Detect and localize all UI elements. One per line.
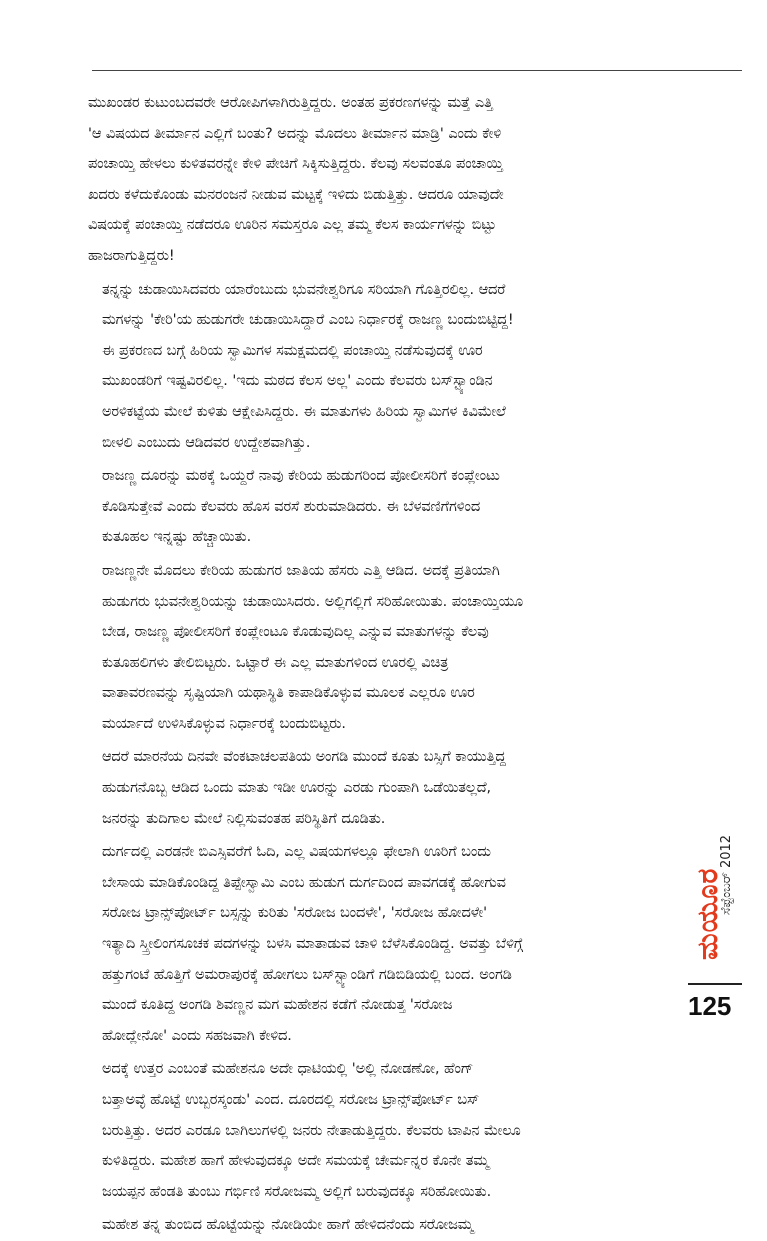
text-line: ಅರಳಿಕಟ್ಟೆಯ ಮೇಲೆ ಕುಳಿತು ಆಕ್ಷೇಪಿಸಿದ್ದರು. ಈ ಮಾತುಗಳು ಹಿರಿಯ ಸ್ವಾಮಿಗಳ ಕಿವಿಮೇಲೆ [102, 403, 506, 420]
magazine-sidebar [688, 795, 738, 1005]
text-line: ಕುತೂಹಲ ಇನ್ನಷ್ಟು ಹೆಚ್ಚಾಯಿತು. [102, 529, 252, 546]
text-line: ಮಹೇಶ ತನ್ನ ತುಂಬಿದ ಹೊಟ್ಟೆಯನ್ನು ನೋಡಿಯೇ ಹಾಗೆ ಹೇಳಿದನೆಂದು ಸರೋಜಮ್ಮ [102, 1217, 474, 1234]
text-line: ದುರ್ಗದಲ್ಲಿ ಎರಡನೇ ಬಿಎಸ್ಸಿವರೆಗೆ ಓದಿ, ಎಲ್ಲ ವಿಷಯಗಳಲ್ಲೂ ಫೇಲಾಗಿ ಊರಿಗೆ ಬಂದು [102, 844, 491, 861]
text-line: ಕೊಡಿಸುತ್ತೇವೆ ಎಂದು ಕೆಲವರು ಹೊಸ ವರಸೆ ಶುರುಮಾಡಿದರು. ಈ ಬೆಳವಣಿಗೆಗಳಿಂದ [102, 498, 481, 515]
text-line: ಹುಡುಗರು ಭುವನೇಶ್ವರಿಯನ್ನು ಚುಡಾಯಿಸಿದರು. ಅಲ್ಲಿಗಲ್ಲಿಗೆ ಸರಿಹೋಯಿತು. ಪಂಚಾಯ್ತಿಯೂ [102, 593, 524, 610]
paragraph [88, 88, 683, 272]
text-line: ಬೇಸಾಯ ಮಾಡಿಕೊಂಡಿದ್ದ ತಿಪ್ಪೇಸ್ವಾಮಿ ಎಂಬ ಹುಡುಗ ದುರ್ಗದಿಂದ ಪಾವಗಡಕ್ಕೆ ಹೋಗುವ [102, 874, 506, 891]
text-line: 'ಆ ವಿಷಯದ ತೀರ್ಮಾನ ಎಲ್ಲಿಗೆ ಬಂತು? ಅದನ್ನು ಮೊದಲು ತೀರ್ಮಾನ ಮಾಡ್ರಿ' ಎಂದು ಕೇಳಿ [88, 125, 502, 142]
text-line: ಅದಕ್ಕೆ ಉತ್ತರ ಎಂಬಂತೆ ಮಹೇಶನೂ ಅದೇ ಧಾಟಿಯಲ್ಲಿ 'ಅಲ್ಲಿ ನೋಡಣೋ, ಹೆಂಗ್ [102, 1061, 474, 1078]
text-line: ಹೋದ್ಲೇನೋ' ಎಂದು ಸಹಜವಾಗಿ ಕೇಳಿದ. [102, 1027, 292, 1044]
article-body [88, 88, 683, 1241]
text-line: ಮಗಳನ್ನು 'ಕೇರಿ'ಯ ಹುಡುಗರೇ ಚುಡಾಯಿಸಿದ್ದಾರೆ ಎಂಬ ನಿರ್ಧಾರಕ್ಕೆ ರಾಜಣ್ಣ ಬಂದುಬಿಟ್ಟಿದ್ದ! [102, 312, 514, 329]
paragraph [88, 1054, 683, 1207]
text-line: ಹತ್ತುಗಂಟೆ ಹೊತ್ತಿಗೆ ಅಮರಾಪುರಕ್ಕೆ ಹೋಗಲು ಬಸ್‌ಸ್ಟ್ಯಾಂಡಿಗೆ ಗಡಿಬಿಡಿಯಲ್ಲಿ ಬಂದ. ಅಂಗಡಿ [102, 966, 512, 983]
text-line: ಪಂಚಾಯ್ತಿ ಹೇಳಲು ಕುಳಿತವರನ್ನೇ ಕೇಳಿ ಪೇಚಿಗೆ ಸಿಕ್ಕಿಸುತ್ತಿದ್ದರು. ಕೆಲವು ಸಲವಂತೂ ಪಂಚಾಯ್ತಿ [88, 156, 503, 173]
text-line: ವಾತಾವರಣವನ್ನು ಸೃಷ್ಟಿಯಾಗಿ ಯಥಾಸ್ಥಿತಿ ಕಾಪಾಡಿಕೊಳ್ಳುವ ಮೂಲಕ ಎಲ್ಲರೂ ಊರ [102, 685, 475, 702]
page-number-rule [688, 983, 742, 985]
paragraph [88, 837, 683, 1051]
text-line: ರಾಜಣ್ಣ ದೂರನ್ನು ಮಠಕ್ಕೆ ಒಯ್ದರೆ ನಾವು ಕೇರಿಯ ಹುಡುಗರಿಂದ ಪೋಲೀಸರಿಗೆ ಕಂಪ್ಲೇಂಟು [102, 468, 500, 485]
text-line: ರಾಜಣ್ಣನೇ ಮೊದಲು ಕೇರಿಯ ಹುಡುಗರ ಜಾತಿಯ ಹೆಸರು ಎತ್ತಿ ಆಡಿದ. ಅದಕ್ಕೆ ಪ್ರತಿಯಾಗಿ [102, 562, 500, 579]
text-line: ಕುತೂಹಲಿಗಳು ತೇಲಿಬಿಟ್ಟರು. ಒಟ್ಟಾರೆ ಈ ಎಲ್ಲ ಮಾತುಗಳಿಂದ ಊರಲ್ಲಿ ವಿಚಿತ್ರ [102, 654, 449, 671]
text-line: ಕುಳಿತಿದ್ದರು. ಮಹೇಶ ಹಾಗೆ ಹೇಳುವುದಕ್ಕೂ ಅದೇ ಸಮಯಕ್ಕೆ ಚೇರ್ಮನ್ನರ ಕೊನೇ ತಮ್ಮ [102, 1153, 489, 1170]
text-line: ಖದರು ಕಳೆದುಕೊಂಡು ಮನರಂಜನೆ ನೀಡುವ ಮಟ್ಟಕ್ಕೆ ಇಳಿದು ಬಿಡುತ್ತಿತ್ತು. ಆದರೂ ಯಾವುದೇ [88, 186, 504, 203]
text-line: ಬೇಡ, ರಾಜಣ್ಣ ಪೋಲೀಸರಿಗೆ ಕಂಪ್ಲೇಂಟೂ ಕೊಡುವುದಿಲ್ಲ ಎನ್ನುವ ಮಾತುಗಳನ್ನು ಕೆಲವು [102, 624, 489, 641]
text-line: ವಿಷಯಕ್ಕೆ ಪಂಚಾಯ್ತಿ ನಡೆದರೂ ಊರಿನ ಸಮಸ್ತರೂ ಎಲ್ಲ ತಮ್ಮ ಕೆಲಸ ಕಾರ್ಯಗಳನ್ನು ಬಿಟ್ಟು [88, 217, 497, 234]
text-line: ಜನರನ್ನು ತುದಿಗಾಲ ಮೇಲೆ ನಿಲ್ಲಿಸುವಂತಹ ಪರಿಸ್ಥಿತಿಗೆ ದೂಡಿತು. [102, 810, 386, 827]
text-line: ಬತ್ತಾಅವ್ಳೆ ಹೊಟ್ಟೆ ಉಬ್ಬರಸ್ಕಂಡು' ಎಂದ. ದೂರದಲ್ಲಿ ಸರೋಜ ಟ್ರಾನ್ಸ್‌ಪೋರ್ಟ್ ಬಸ್ [102, 1092, 480, 1108]
text-line: ಆದರೆ ಮಾರನೆಯ ದಿನವೇ ವೆಂಕಟಾಚಲಪತಿಯ ಅಂಗಡಿ ಮುಂದೆ ಕೂತು ಬಸ್ಸಿಗೆ ಕಾಯುತ್ತಿದ್ದ [102, 749, 506, 766]
page-number: 125 [688, 991, 732, 1021]
paragraph [88, 275, 683, 459]
text-line: ಈ ಪ್ರಕರಣದ ಬಗ್ಗೆ ಹಿರಿಯ ಸ್ವಾಮಿಗಳ ಸಮಕ್ಷಮದಲ್ಲಿ ಪಂಚಾಯ್ತಿ ನಡೆಸುವುದಕ್ಕೆ ಊರ [102, 342, 483, 359]
text-line: ಹಾಜರಾಗುತ್ತಿದ್ದರು! [88, 247, 175, 264]
paragraph [88, 556, 683, 740]
text-line: ಸರೋಜ ಟ್ರಾನ್ಸ್‌ಪೋರ್ಟ್ ಬಸ್ಸನ್ನು ಕುರಿತು 'ಸರೋಜ ಬಂದಳೇ', 'ಸರೋಜ ಹೋದಳೇ' [102, 905, 488, 922]
text-line: ಜಯಪ್ಪನ ಹೆಂಡತಿ ತುಂಬು ಗರ್ಭಿಣಿ ಸರೋಜಮ್ಮ ಅಲ್ಲಿಗೆ ಬರುವುದಕ್ಕೂ ಸರಿಹೋಯಿತು. [102, 1183, 492, 1200]
issue-date: ಸೆಪ್ಟೆಂಬರ್ 2012 [719, 834, 734, 915]
header-rule [92, 70, 742, 71]
paragraph [88, 742, 683, 834]
text-line: ಇತ್ಯಾದಿ ಸ್ತ್ರೀಲಿಂಗಸೂಚಕ ಪದಗಳನ್ನು ಬಳಸಿ ಮಾತಾಡುವ ಚಾಳಿ ಬೆಳೆಸಿಕೊಂಡಿದ್ದ. ಅವತ್ತು ಬೆಳಿಗ್ಗೆ [102, 936, 523, 953]
text-line: ಹುಡುಗನೊಬ್ಬ ಆಡಿದ ಒಂದು ಮಾತು ಇಡೀ ಊರನ್ನು ಎರಡು ಗುಂಪಾಗಿ ಒಡೆಯಿತಲ್ಲದೆ, [102, 780, 492, 797]
text-line: ತನ್ನನ್ನು ಚುಡಾಯಿಸಿದವರು ಯಾರೆಂಬುದು ಭುವನೇಶ್ವರಿಗೂ ಸರಿಯಾಗಿ ಗೊತ್ತಿರಲಿಲ್ಲ. ಆದರೆ [102, 281, 506, 298]
text-line: ಬರುತ್ತಿತ್ತು. ಅದರ ಎರಡೂ ಬಾಗಿಲುಗಳಲ್ಲಿ ಜನರು ನೇತಾಡುತ್ತಿದ್ದರು. ಕೆಲವರು ಟಾಪಿನ ಮೇಲೂ [102, 1122, 521, 1139]
text-line: ಮುಖಂಡರ ಕುಟುಂಬದವರೇ ಆರೋಪಿಗಳಾಗಿರುತ್ತಿದ್ದರು. ಅಂತಹ ಪ್ರಕರಣಗಳನ್ನು ಮತ್ತೆ ಎತ್ತಿ [88, 95, 493, 111]
text-line: ಮುಖಂಡರಿಗೆ ಇಷ್ಟವಿರಲಿಲ್ಲ. 'ಇದು ಮಠದ ಕೆಲಸ ಅಲ್ಲ' ಎಂದು ಕೆಲವರು ಬಸ್‌ಸ್ಟ್ಯಾಂಡಿನ [102, 373, 493, 390]
text-line: ಮುಂದೆ ಕೂತಿದ್ದ ಅಂಗಡಿ ಶಿವಣ್ಣನ ಮಗ ಮಹೇಶನ ಕಡೆಗೆ ನೋಡುತ್ತ 'ಸರೋಜ [102, 997, 453, 1014]
text-line: ಮರ್ಯಾದೆ ಉಳಿಸಿಕೊಳ್ಳುವ ನಿರ್ಧಾರಕ್ಕೆ ಬಂದುಬಿಟ್ಟರು. [102, 715, 346, 732]
text-line: ಬೀಳಲಿ ಎಂಬುದು ಆಡಿದವರ ಉದ್ದೇಶವಾಗಿತ್ತು. [102, 434, 311, 451]
paragraph [88, 461, 683, 553]
magazine-masthead: ಮಯೂರ [691, 867, 724, 960]
paragraph [88, 1210, 683, 1241]
